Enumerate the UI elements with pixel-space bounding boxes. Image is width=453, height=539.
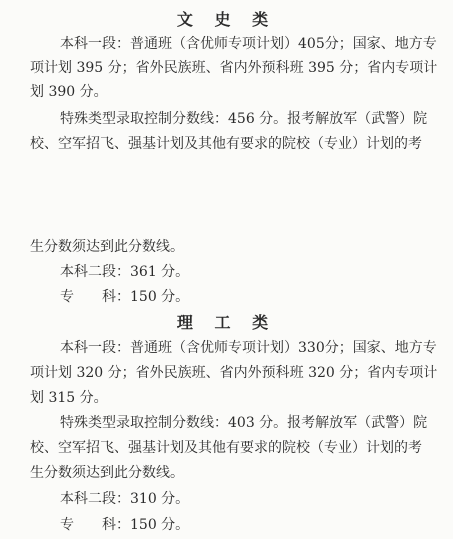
section-title-liberal-arts: 文 史 类 <box>176 10 277 29</box>
liberal-arts-tier1-line-1: 本科一段：普通班（含优师专项计划）405分；国家、地方专 <box>60 36 437 52</box>
science-tier1-line-1: 本科一段：普通班（含优师专项计划）330分；国家、地方专 <box>60 340 437 356</box>
liberal-arts-tier1-line-2: 项计划 395 分；省外民族班、省内外预科班 395 分；省内专项计 <box>30 60 438 76</box>
liberal-arts-vocational: 专 科：150 分。 <box>60 289 190 305</box>
section-title-science: 理 工 类 <box>176 313 277 332</box>
science-vocational: 专 科：150 分。 <box>60 517 190 533</box>
liberal-arts-special-line-2: 校、空军招飞、强基计划及其他有要求的院校（专业）计划的考 <box>30 136 422 152</box>
science-tier1-line-3: 划 315 分。 <box>30 390 108 406</box>
science-tier2: 本科二段：310 分。 <box>60 491 190 507</box>
liberal-arts-tier2: 本科二段：361 分。 <box>60 264 190 280</box>
science-special-line-2: 校、空军招飞、强基计划及其他有要求的院校（专业）计划的考 <box>30 440 422 456</box>
liberal-arts-tier1-line-3: 划 390 分。 <box>30 84 108 100</box>
science-special-line-1: 特殊类型录取控制分数线：403 分。报考解放军（武警）院 <box>60 415 428 431</box>
science-tier1-line-2: 项计划 320 分；省外民族班、省内外预科班 320 分；省内专项计 <box>30 365 438 381</box>
liberal-arts-special-line-3: 生分数须达到此分数线。 <box>30 239 184 255</box>
liberal-arts-special-line-1: 特殊类型录取控制分数线：456 分。报考解放军（武警）院 <box>60 111 428 127</box>
science-special-line-3: 生分数须达到此分数线。 <box>30 465 184 481</box>
